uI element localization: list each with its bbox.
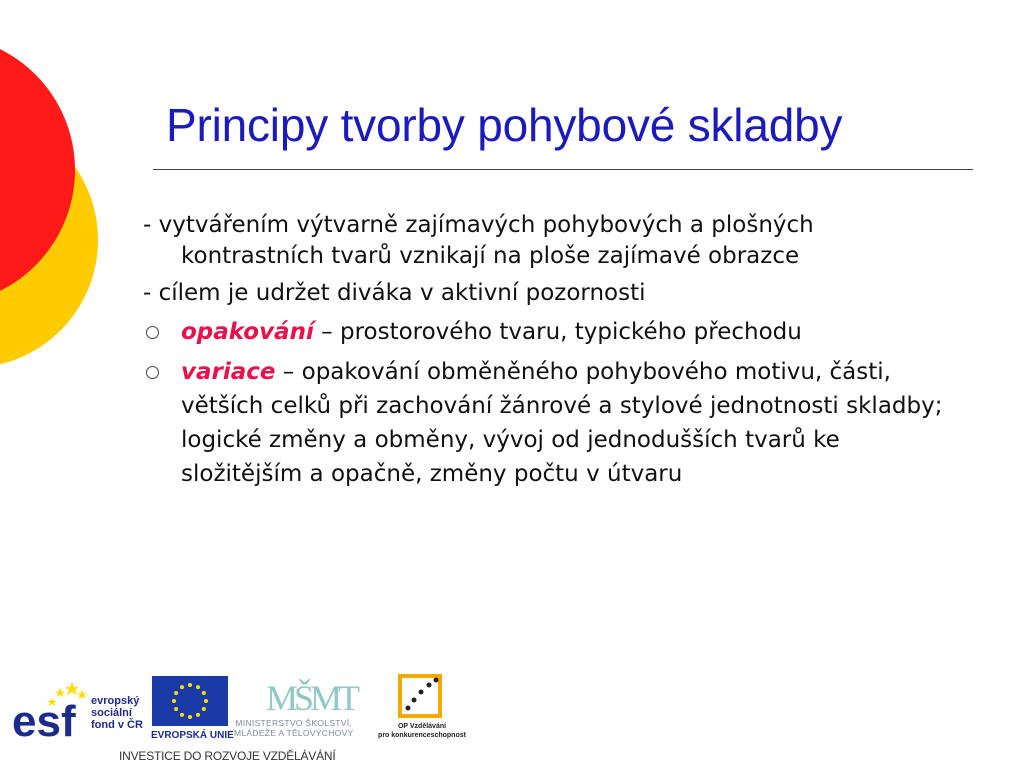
msmt-logo <box>262 672 357 718</box>
msmt-line-2: MLÁDEŽE A TĚLOVÝCHOVY <box>234 728 354 738</box>
eu-label: EVROPSKÁ UNIE <box>151 730 234 741</box>
esf-line-2: sociální <box>91 707 132 719</box>
bullet-text: – prostorového tvaru, typického přechodu <box>313 319 802 345</box>
eu-star-icon <box>188 715 192 719</box>
op-caption <box>376 722 468 740</box>
paragraph-1: - vytvářením výtvarně zajímavých pohybových a plošných kontrastních tvarů vznikají na ploše zajímavé obrazce <box>143 212 814 269</box>
eu-star-icon <box>202 707 206 711</box>
op-vzdelavani-logo <box>396 672 444 720</box>
eu-star-icon <box>180 713 184 717</box>
title-divider <box>153 169 973 170</box>
bullet-item-variace <box>143 355 963 491</box>
msmt-letters: MŠMT <box>266 678 357 718</box>
esf-line-1: evropský <box>91 695 140 707</box>
esf-logo <box>12 678 92 746</box>
op-line-2: pro konkurenceschopnost <box>378 732 466 739</box>
eu-flag-icon <box>152 676 228 726</box>
op-line-1: OP Vzdělávání <box>397 723 447 730</box>
slide-title: Principy tvorby pohybové skladby <box>166 99 843 151</box>
eu-star-icon <box>196 685 200 689</box>
circle-bullet-icon <box>146 366 159 379</box>
eu-star-icon <box>202 691 206 695</box>
eu-star-icon <box>204 699 208 703</box>
bullet-item-opakovani <box>143 315 963 349</box>
eu-star-icon <box>196 713 200 717</box>
circle-bullet-icon <box>146 326 159 339</box>
eu-star-icon <box>180 685 184 689</box>
msmt-line-1: MINISTERSTVO ŠKOLSTVÍ, <box>235 718 353 728</box>
esf-letters: esf <box>12 697 76 746</box>
msmt-caption <box>234 718 354 738</box>
esf-caption <box>91 695 143 731</box>
eu-star-icon <box>188 683 192 687</box>
term-opakovani: opakování <box>181 319 314 345</box>
term-variace: variace <box>181 359 276 385</box>
slide-content <box>143 210 963 497</box>
decorative-circles <box>0 0 110 400</box>
paragraph-2: - cílem je udržet diváka v aktivní pozornosti <box>143 280 646 306</box>
eu-star-icon <box>174 707 178 711</box>
eu-star-icon <box>174 691 178 695</box>
esf-line-3: fond v ČR <box>91 719 143 731</box>
eu-star-icon <box>172 699 176 703</box>
investice-label: INVESTICE DO ROZVOJE VZDĚLÁVÁNÍ <box>119 749 336 763</box>
bullet-text: – opakování obměněného pohybového motivu, části, větších celků při zachování žánrové a stylové jednotnosti skladby; logické změny a obměny, vývoj od jednodušších tvarů ke složitějším a opačně, změny počtu v útvaru <box>181 359 943 487</box>
